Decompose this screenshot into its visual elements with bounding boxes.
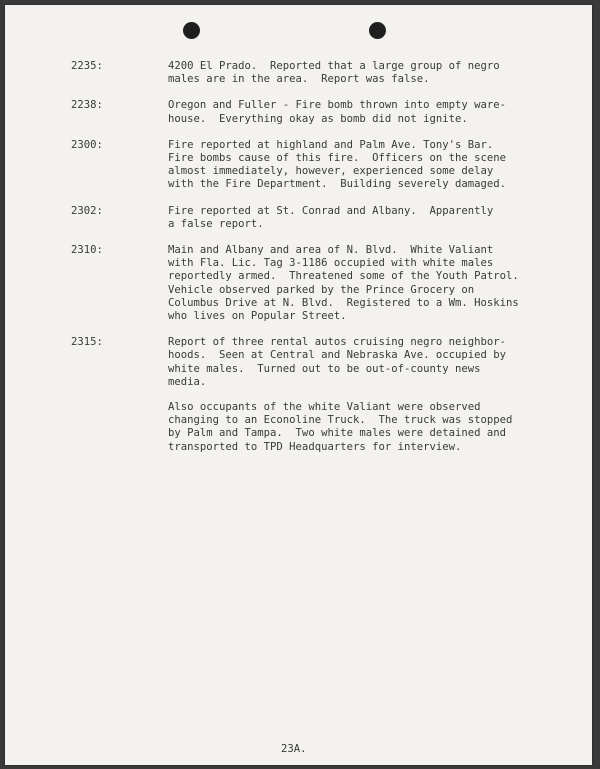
- entry-time: 2302:: [71, 204, 103, 217]
- entry-line: hoods. Seen at Central and Nebraska Ave. occupied by: [168, 349, 507, 362]
- entry-line: a false report.: [168, 217, 264, 230]
- entry-line: Main and Albany and area of N. Blvd. White Valiant: [168, 244, 494, 257]
- log-entry-2235: [71, 60, 571, 86]
- entry-line: who lives on Popular Street.: [168, 310, 347, 323]
- log-entries: [71, 60, 571, 454]
- punch-hole-right: [369, 22, 386, 39]
- note-line: Also occupants of the white Valiant were observed: [168, 401, 481, 414]
- note-line: transported to TPD Headquarters for interview.: [168, 440, 462, 453]
- entry-line: almost immediately, however, experienced some delay: [168, 165, 494, 178]
- entry-line: males are in the area. Report was false.: [168, 73, 430, 86]
- entry-text: [168, 205, 571, 231]
- entry-line: with Fla. Lic. Tag 3-1186 occupied with white males: [168, 257, 494, 270]
- log-entry-2315: [71, 336, 571, 389]
- log-entry-2302: [71, 205, 571, 231]
- entry-text: [168, 244, 571, 323]
- log-entry-2238: [71, 99, 571, 125]
- entry-line: media.: [168, 375, 207, 388]
- document-page: [5, 5, 592, 765]
- entry-line: 4200 El Prado. Reported that a large group of negro: [168, 60, 500, 72]
- log-entry-2300: [71, 139, 571, 192]
- entry-time: 2235:: [71, 60, 103, 72]
- entry-line: house. Everything okay as bomb did not ignite.: [168, 112, 468, 125]
- entry-line: Oregon and Fuller - Fire bomb thrown into empty ware-: [168, 99, 507, 112]
- note-line: changing to an Econoline Truck. The truck was stopped: [168, 414, 513, 427]
- entry-line: with the Fire Department. Building severely damaged.: [168, 178, 507, 191]
- entry-text: [168, 139, 571, 192]
- entry-time: 2310:: [71, 244, 103, 257]
- entry-line: reportedly armed. Threatened some of the Youth Patrol.: [168, 270, 519, 283]
- entry-line: Columbus Drive at N. Blvd. Registered to a Wm. Hoskins: [168, 296, 519, 309]
- entry-text: [168, 60, 571, 86]
- page-number: 23A.: [281, 743, 307, 755]
- entry-time: 2315:: [71, 336, 103, 349]
- entry-line: Fire reported at St. Conrad and Albany. Apparently: [168, 204, 494, 217]
- entry-time: 2300:: [71, 138, 103, 151]
- punch-hole-left: [183, 22, 200, 39]
- entry-line: Fire reported at highland and Palm Ave. Tony's Bar.: [168, 138, 494, 151]
- log-entry-2310: [71, 244, 571, 323]
- entry-line: Report of three rental autos cruising negro neighbor-: [168, 336, 507, 349]
- entry-time: 2238:: [71, 99, 103, 112]
- note-line: by Palm and Tampa. Two white males were detained and: [168, 427, 507, 440]
- additional-note: [168, 401, 571, 454]
- entry-line: Vehicle observed parked by the Prince Grocery on: [168, 283, 475, 296]
- entry-line: Fire bombs cause of this fire. Officers on the scene: [168, 152, 507, 165]
- entry-text: [168, 336, 571, 389]
- entry-text: [168, 99, 571, 125]
- entry-line: white males. Turned out to be out-of-county news: [168, 362, 481, 375]
